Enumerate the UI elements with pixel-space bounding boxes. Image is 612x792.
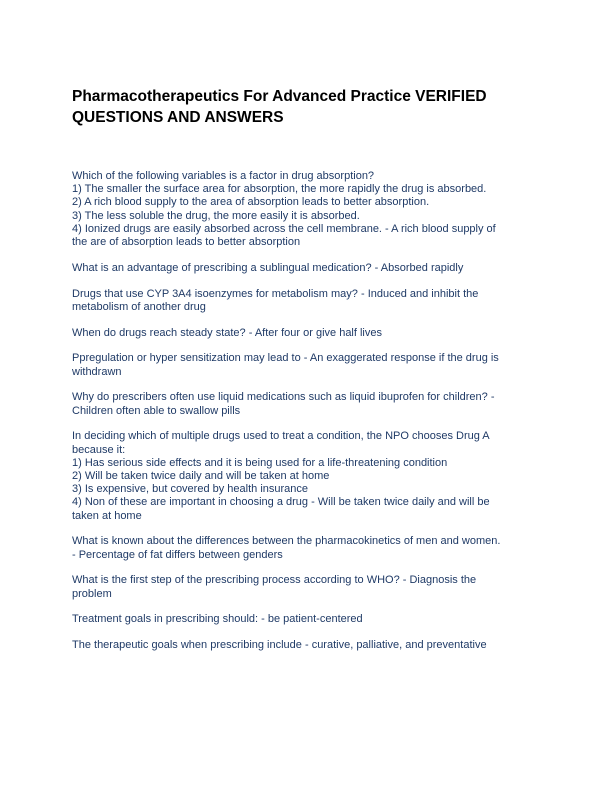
text-line: Treatment goals in prescribing should: - be patient-centered (72, 613, 363, 626)
text-line: 4) Ionized drugs are easily absorbed across the cell membrane. - A rich blood supply of (72, 222, 496, 235)
document-title (72, 86, 532, 128)
text-line: 2) A rich blood supply to the area of absorption leads to better absorption. (72, 196, 430, 209)
text-line: Children often able to swallow pills (72, 404, 241, 417)
qa-item-choosing-drug (72, 430, 544, 522)
qa-item-treatment-goals (72, 613, 544, 626)
text-line: 1) Has serious side effects and it is being used for a life-threatening condition (72, 456, 448, 469)
text-line: taken at home (72, 509, 142, 522)
qa-item-cyp3a4 (72, 288, 544, 314)
text-line: What is an advantage of prescribing a sublingual medication? - Absorbed rapidly (72, 261, 464, 274)
text-line: Drugs that use CYP 3A4 isoenzymes for metabolism may? - Induced and inhibit the (72, 287, 479, 300)
qa-item-liquid-medications (72, 391, 544, 417)
text-line: metabolism of another drug (72, 300, 206, 313)
qa-item-upregulation (72, 352, 544, 378)
title-line: Pharmacotherapeutics For Advanced Practice VERIFIED (72, 88, 487, 105)
text-line: - Percentage of fat differs between genders (72, 548, 283, 561)
text-line: Why do prescribers often use liquid medications such as liquid ibuprofen for children? - (72, 391, 495, 404)
qa-item-therapeutic-goals (72, 639, 544, 652)
text-line: 2) Will be taken twice daily and will be taken at home (72, 470, 330, 483)
text-line: What is the first step of the prescribing process according to WHO? - Diagnosis the (72, 574, 477, 587)
qa-list (72, 170, 544, 665)
text-line: What is known about the differences between the pharmacokinetics of men and women. (72, 535, 501, 548)
text-line: 3) Is expensive, but covered by health insurance (72, 483, 309, 496)
text-line: Ppregulation or hyper sensitization may lead to - An exaggerated response if the drug is (72, 352, 499, 365)
text-line: the are of absorption leads to better absorption (72, 236, 301, 249)
qa-item-drug-absorption (72, 170, 544, 249)
text-line: 1) The smaller the surface area for absorption, the more rapidly the drug is absorbed. (72, 183, 487, 196)
text-line: The therapeutic goals when prescribing include - curative, palliative, and preventative (72, 639, 487, 652)
text-line: Which of the following variables is a factor in drug absorption? (72, 170, 375, 182)
text-line: 4) Non of these are important in choosing a drug - Will be taken twice daily and will be (72, 496, 490, 509)
qa-item-sublingual (72, 262, 544, 275)
qa-item-who-first-step (72, 574, 544, 600)
text-line: 3) The less soluble the drug, the more easily it is absorbed. (72, 209, 360, 222)
qa-item-steady-state (72, 327, 544, 340)
text-line: In deciding which of multiple drugs used to treat a condition, the NPO chooses Drug A (72, 430, 490, 443)
text-line: because it: (72, 443, 126, 456)
text-line: withdrawn (72, 365, 122, 378)
title-line: QUESTIONS AND ANSWERS (72, 109, 284, 126)
qa-item-gender-pharmacokinetics (72, 535, 544, 561)
text-line: When do drugs reach steady state? - After four or give half lives (72, 326, 382, 339)
text-line: problem (72, 587, 112, 600)
